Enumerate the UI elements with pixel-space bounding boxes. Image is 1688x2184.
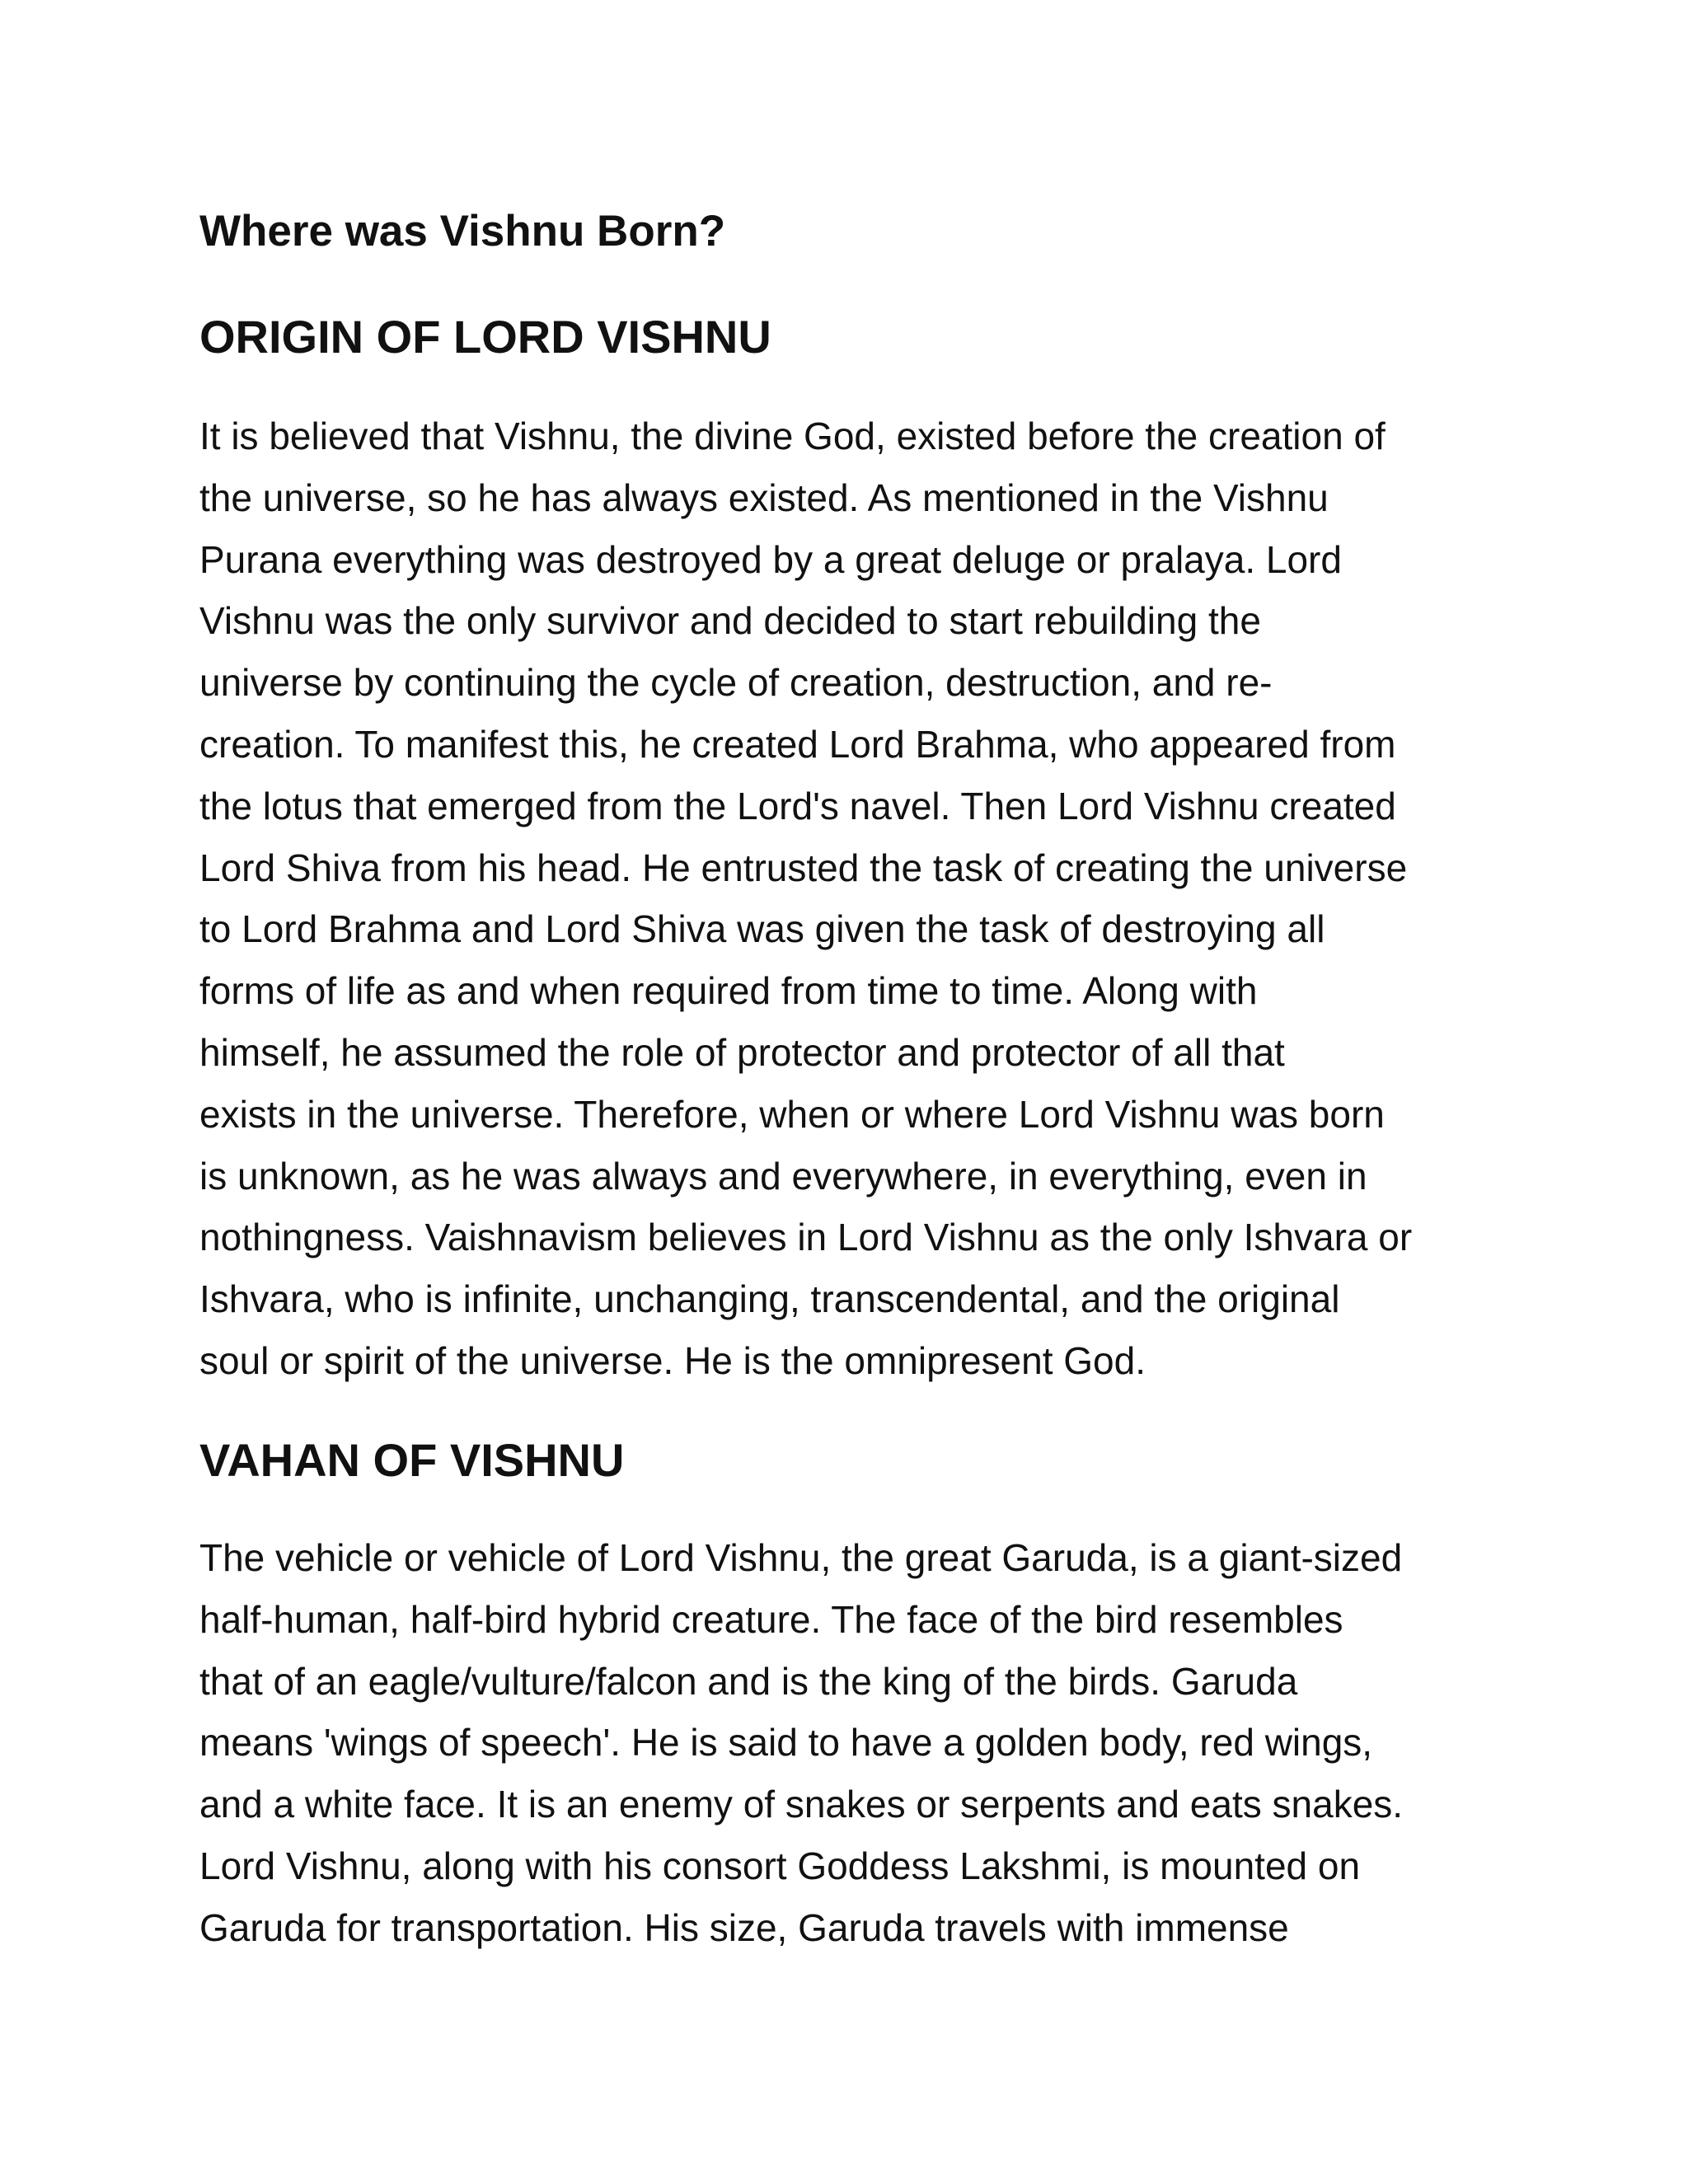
paragraph-line: Vishnu was the only survivor and decided to start rebuilding the (199, 599, 1261, 643)
paragraph-line: to Lord Brahma and Lord Shiva was given the task of destroying all (199, 907, 1325, 951)
paragraph-line: creation. To manifest this, he created Lord Brahma, who appeared from (199, 722, 1396, 766)
document-title: Where was Vishnu Born? (199, 207, 726, 255)
paragraph-line: universe by continuing the cycle of creation, destruction, and re- (199, 661, 1273, 705)
paragraph-line: exists in the universe. Therefore, when or where Lord Vishnu was born (199, 1092, 1385, 1136)
paragraph-line: Lord Vishnu, along with his consort Goddess Lakshmi, is mounted on (199, 1844, 1361, 1887)
paragraph-line: the universe, so he has always existed. As mentioned in the Vishnu (199, 476, 1329, 519)
paragraph-line: half-human, half-bird hybrid creature. The face of the bird resembles (199, 1597, 1343, 1641)
paragraph-line: nothingness. Vaishnavism believes in Lord Vishnu as the only Ishvara or (199, 1216, 1413, 1259)
paragraph-line: Garuda for transportation. His size, Garuda travels with immense (199, 1905, 1289, 1949)
paragraph-line: Ishvara, who is infinite, unchanging, transcendental, and the original (199, 1277, 1340, 1321)
section-heading-vahan: VAHAN OF VISHNU (199, 1434, 625, 1486)
paragraph-vahan (199, 1527, 1403, 1959)
section-heading-origin: ORIGIN OF LORD VISHNU (199, 311, 771, 363)
paragraph-line: means 'wings of speech'. He is said to have a golden body, red wings, (199, 1721, 1373, 1765)
paragraph-line: and a white face. It is an enemy of snakes or serpents and eats snakes. (199, 1783, 1404, 1826)
paragraph-origin (199, 405, 1412, 1392)
paragraph-line: The vehicle or vehicle of Lord Vishnu, the great Garuda, is a giant-sized (199, 1536, 1403, 1579)
paragraph-line: Purana everything was destroyed by a great deluge or pralaya. Lord (199, 537, 1342, 581)
paragraph-line: that of an eagle/vulture/falcon and is the king of the birds. Garuda (199, 1659, 1298, 1703)
paragraph-line: the lotus that emerged from the Lord's navel. Then Lord Vishnu created (199, 784, 1396, 827)
paragraph-line: forms of life as and when required from time to time. Along with (199, 969, 1258, 1013)
paragraph-line: It is believed that Vishnu, the divine God, existed before the creation of (199, 415, 1386, 457)
paragraph-line: Lord Shiva from his head. He entrusted the task of creating the universe (199, 846, 1408, 889)
paragraph-line: is unknown, as he was always and everywhere, in everything, even in (199, 1154, 1367, 1197)
paragraph-line: himself, he assumed the role of protector and protector of all that (199, 1030, 1285, 1074)
paragraph-line: soul or spirit of the universe. He is the omnipresent God. (199, 1338, 1146, 1382)
